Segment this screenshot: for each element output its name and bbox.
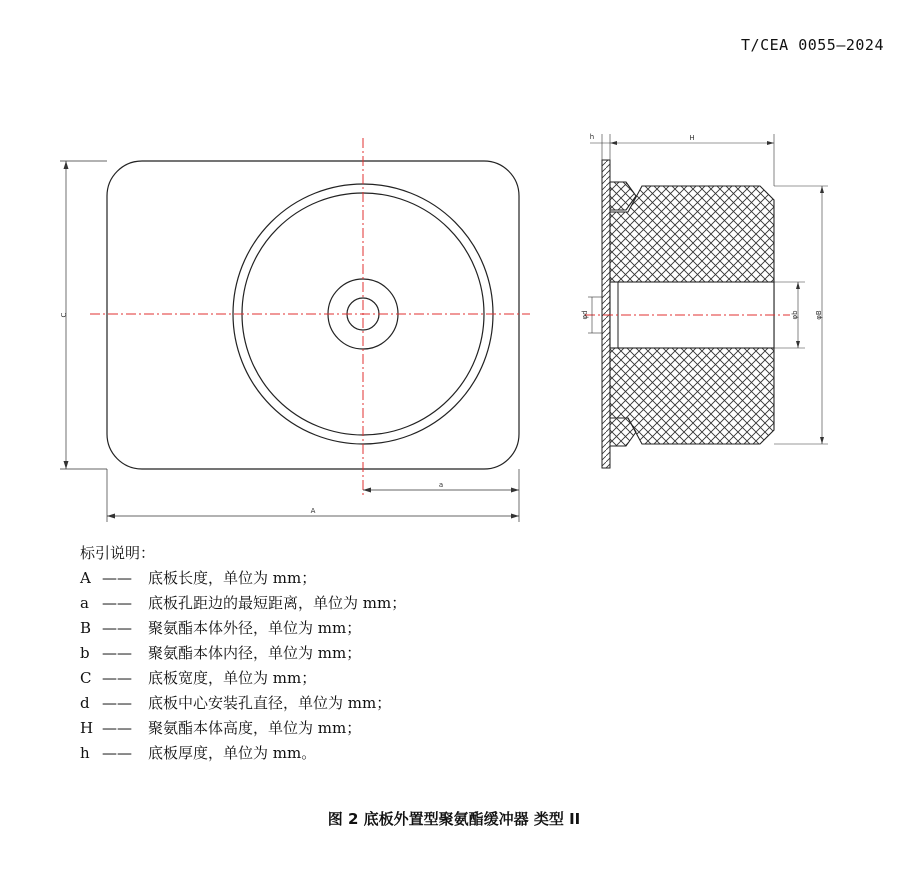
legend-text: 底板孔距边的最短距离，单位为 mm； [148, 594, 407, 612]
legend-dash: —— [102, 719, 132, 737]
legend-symbol: a [80, 594, 89, 612]
dimension-h [590, 133, 610, 160]
dim-label-h: h [589, 133, 595, 141]
legend-item [80, 741, 406, 766]
legend-symbol: d [80, 694, 90, 712]
legend-text: 聚氨酯本体外径，单位为 mm； [148, 619, 362, 637]
dim-label-d: φd [581, 310, 589, 320]
legend-symbol: B [80, 619, 92, 637]
legend-title: 标引说明： [80, 544, 156, 562]
legend-symbol: A [80, 569, 91, 587]
legend-dash: —— [102, 669, 132, 687]
legend-dash: —— [102, 619, 132, 637]
legend-symbol: C [80, 669, 92, 687]
legend-item [80, 616, 406, 641]
legend-dash: —— [102, 644, 132, 662]
legend-symbol: H [80, 719, 94, 737]
legend-text: 聚氨酯本体内径，单位为 mm； [148, 644, 362, 662]
side-section-view [581, 133, 828, 468]
dim-label-B: φB [815, 310, 823, 320]
dimension-H [610, 134, 774, 186]
standard-code: T/CEA 0055—2024 [741, 36, 884, 54]
dimension-a [363, 469, 519, 522]
dim-label-b: φb [791, 310, 799, 320]
legend-dash: —— [102, 569, 132, 587]
legend-item [80, 666, 406, 691]
legend-symbol: h [80, 744, 90, 762]
legend-text: 底板中心安装孔直径，单位为 mm； [148, 694, 392, 712]
section-base-plate [602, 160, 610, 468]
figure-caption: 图 2 底板外置型聚氨酯缓冲器 类型 II [327, 810, 581, 828]
dimension-A [107, 469, 519, 522]
legend-text: 聚氨酯本体高度，单位为 mm； [148, 719, 362, 737]
legend-item [80, 641, 406, 666]
dim-label-C: C [60, 312, 68, 318]
legend-dash: —— [102, 744, 132, 762]
front-view [60, 138, 530, 522]
dim-label-A: A [310, 507, 316, 515]
legend-text: 底板长度，单位为 mm； [148, 569, 317, 587]
legend [80, 540, 406, 766]
legend-item [80, 716, 406, 741]
dimension-C [60, 161, 107, 469]
base-plate-outline [107, 161, 519, 469]
legend-dash: —— [102, 694, 132, 712]
legend-symbol: b [80, 644, 90, 662]
legend-text: 底板宽度，单位为 mm； [148, 669, 317, 687]
legend-item [80, 691, 406, 716]
dim-label-H: H [689, 134, 695, 142]
legend-text: 底板厚度，单位为 mm。 [148, 744, 317, 762]
dimension-B [774, 186, 828, 444]
dim-label-a: a [438, 481, 444, 489]
legend-item [80, 566, 406, 591]
legend-dash: —— [102, 594, 132, 612]
legend-item [80, 591, 406, 616]
